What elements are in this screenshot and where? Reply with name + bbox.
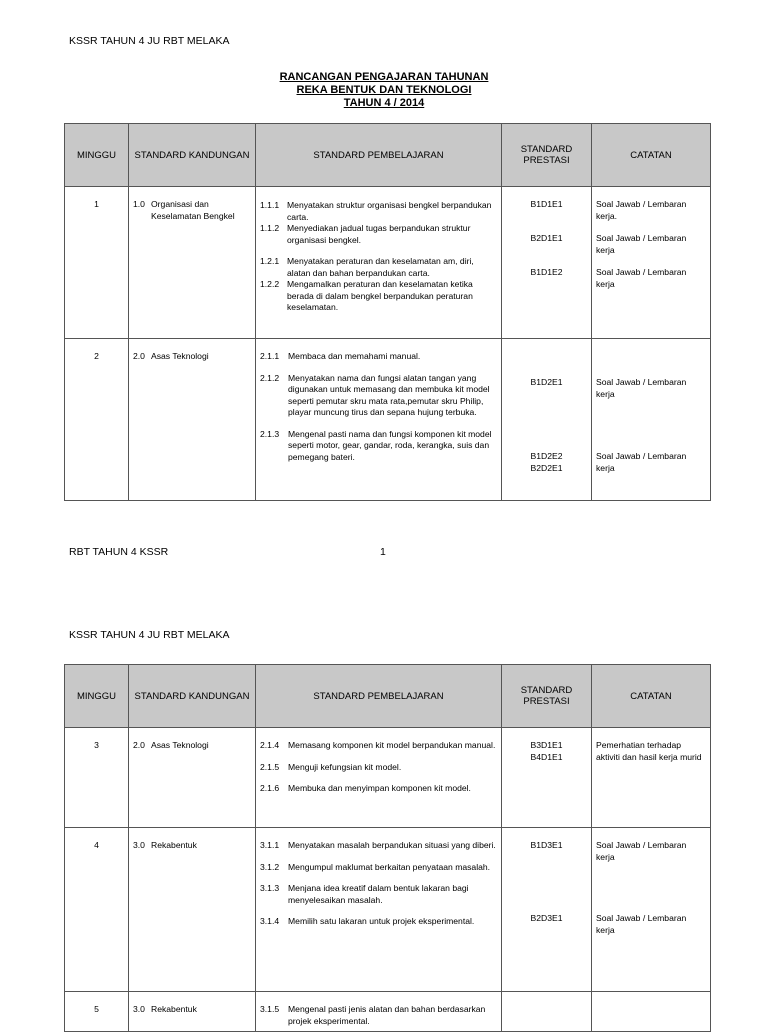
lesson-plan-table-page-1 (64, 123, 711, 501)
item-text: Menyediakan jadual tugas berpandukan struktur organisasi bengkel. (287, 223, 471, 245)
col-standard-pembelajaran: STANDARD PEMBELAJARAN (256, 124, 502, 187)
item-num: 3.1.3 (260, 883, 280, 893)
prestasi-code: B4D1E1 (530, 751, 563, 762)
table-row (65, 828, 711, 992)
week-cell: 2 (65, 339, 129, 501)
item-num: 1.2.2 (260, 279, 280, 289)
col-standard-kandungan: STANDARD KANDUNGAN (129, 665, 256, 728)
prestasi-cell (502, 339, 592, 501)
learning-cell (256, 992, 502, 1032)
item-text: Membaca dan memahami manual. (288, 351, 421, 361)
col-minggu: MINGGU (65, 665, 129, 728)
col-standard-prestasi: STANDARD PRESTASI (502, 124, 592, 187)
content-num: 2.0 (133, 351, 145, 361)
table-row (65, 992, 711, 1032)
catatan-text: Soal Jawab / Lembaran kerja. (596, 199, 687, 221)
item-num: 2.1.6 (260, 783, 280, 793)
page-header: KSSR TAHUN 4 JU RBT MELAKA (69, 629, 230, 641)
week-cell: 1 (65, 187, 129, 339)
item-text: Mengumpul maklumat berkaitan penyataan masalah. (288, 861, 491, 872)
content-num: 2.0 (133, 740, 145, 750)
learning-cell (256, 728, 502, 828)
col-standard-prestasi: STANDARD PRESTASI (502, 665, 592, 728)
table-header-row (65, 665, 711, 728)
catatan-text: Soal Jawab / Lembaran kerja (596, 377, 687, 399)
prestasi-code: B1D2E2 (530, 451, 563, 461)
item-num: 2.1.4 (260, 740, 280, 750)
week-cell: 4 (65, 828, 129, 992)
content-text: Asas Teknologi (151, 351, 209, 361)
item-text: Mengenal pasti nama dan fungsi komponen kit model seperti motor, gear, gandar, roda, kerangka, suis dan pemegang bateri. (288, 428, 492, 462)
learning-cell (256, 339, 502, 501)
content-num: 3.0 (133, 1004, 145, 1014)
item-text: Memasang komponen kit model berpandukan manual. (288, 740, 496, 750)
prestasi-code: B2D1E1 (530, 233, 563, 243)
catatan-cell (592, 339, 711, 501)
item-text: Membuka dan menyimpan komponen kit model. (288, 783, 471, 793)
content-text: Organisasi dan Keselamatan Bengkel (151, 199, 235, 221)
catatan-text: Soal Jawab / Lembaran kerja (596, 840, 687, 862)
content-text: Rekabentuk (151, 1004, 197, 1014)
catatan-text: Pemerhatian terhadap aktiviti dan hasil kerja murid (596, 740, 702, 762)
item-text: Menyatakan peraturan dan keselamatan am, diri, alatan dan bahan berpandukan carta. (287, 256, 474, 278)
col-standard-pembelajaran: STANDARD PEMBELAJARAN (256, 665, 502, 728)
item-num: 3.1.4 (260, 916, 280, 926)
item-num: 3.1.2 (260, 861, 280, 872)
prestasi-cell (502, 992, 592, 1032)
col-minggu: MINGGU (65, 124, 129, 187)
prestasi-code: B1D1E2 (530, 267, 563, 277)
item-num: 1.1.1 (260, 200, 280, 210)
item-text: Menjana idea kreatif dalam bentuk lakaran bagi menyelesaikan masalah. (288, 883, 469, 905)
item-text: Memilih satu lakaran untuk projek eksperimental. (288, 916, 475, 926)
item-num: 3.1.5 (260, 1004, 280, 1014)
item-num: 1.1.2 (260, 223, 280, 233)
prestasi-cell (502, 828, 592, 992)
table-row (65, 187, 711, 339)
item-num: 2.1.2 (260, 372, 280, 383)
item-num: 2.1.1 (260, 351, 280, 361)
catatan-cell (592, 828, 711, 992)
item-text: Menyatakan struktur organisasi bengkel berpandukan carta. (287, 200, 492, 222)
prestasi-cell (502, 187, 592, 339)
item-text: Menguji kefungsian kit model. (288, 761, 402, 772)
content-cell (129, 187, 256, 339)
col-standard-kandungan: STANDARD KANDUNGAN (129, 124, 256, 187)
content-cell (129, 828, 256, 992)
content-cell (129, 339, 256, 501)
catatan-cell (592, 728, 711, 828)
prestasi-code: B2D3E1 (530, 913, 563, 923)
col-catatan: CATATAN (592, 124, 711, 187)
prestasi-code: B3D1E1 (530, 740, 563, 750)
content-num: 1.0 (133, 199, 145, 209)
prestasi-code: B1D1E1 (530, 199, 563, 209)
item-text: Mengenal pasti jenis alatan dan bahan berdasarkan projek eksperimental. (288, 1004, 486, 1026)
content-text: Rekabentuk (151, 840, 197, 850)
document-title (0, 71, 768, 110)
title-line-1: RANCANGAN PENGAJARAN TAHUNAN (279, 71, 489, 83)
title-line-2: REKA BENTUK DAN TEKNOLOGI (296, 84, 472, 96)
item-text: Mengamalkan peraturan dan keselamatan ketika berada di dalam bengkel berpandukan peraturan keselamatan. (287, 279, 473, 312)
prestasi-code: B2D2E1 (530, 462, 563, 473)
content-num: 3.0 (133, 840, 145, 850)
content-text: Asas Teknologi (151, 740, 209, 750)
catatan-cell (592, 992, 711, 1032)
catatan-text: Soal Jawab / Lembaran kerja (596, 451, 687, 473)
prestasi-cell (502, 728, 592, 828)
item-num: 2.1.3 (260, 428, 280, 439)
week-cell: 3 (65, 728, 129, 828)
catatan-text: Soal Jawab / Lembaran kerja (596, 233, 687, 255)
table-row (65, 728, 711, 828)
content-cell (129, 992, 256, 1032)
page-number: 1 (380, 546, 386, 558)
col-catatan: CATATAN (592, 665, 711, 728)
prestasi-code: B1D3E1 (530, 840, 563, 850)
table-row (65, 339, 711, 501)
page-header: KSSR TAHUN 4 JU RBT MELAKA (69, 35, 230, 47)
catatan-text: Soal Jawab / Lembaran kerja (596, 913, 687, 935)
week-cell: 5 (65, 992, 129, 1032)
item-text: Menyatakan nama dan fungsi alatan tangan yang digunakan untuk memasang dan membuka kit model seperti pemutar skru mata rata,pemutar skru Philip, playar muncung tirus dan sepana hujung terbuka. (288, 372, 490, 417)
catatan-text: Soal Jawab / Lembaran kerja (596, 267, 687, 289)
lesson-plan-table-page-2 (64, 664, 711, 1032)
footer-left: RBT TAHUN 4 KSSR (69, 546, 169, 558)
learning-cell (256, 828, 502, 992)
table-header-row (65, 124, 711, 187)
catatan-cell (592, 187, 711, 339)
title-line-3: TAHUN 4 / 2014 (343, 97, 425, 109)
item-num: 2.1.5 (260, 761, 280, 772)
item-text: Menyatakan masalah berpandukan situasi yang diberi. (288, 840, 496, 850)
content-cell (129, 728, 256, 828)
learning-cell (256, 187, 502, 339)
prestasi-code: B1D2E1 (530, 377, 563, 387)
item-num: 1.2.1 (260, 256, 280, 266)
item-num: 3.1.1 (260, 840, 280, 850)
